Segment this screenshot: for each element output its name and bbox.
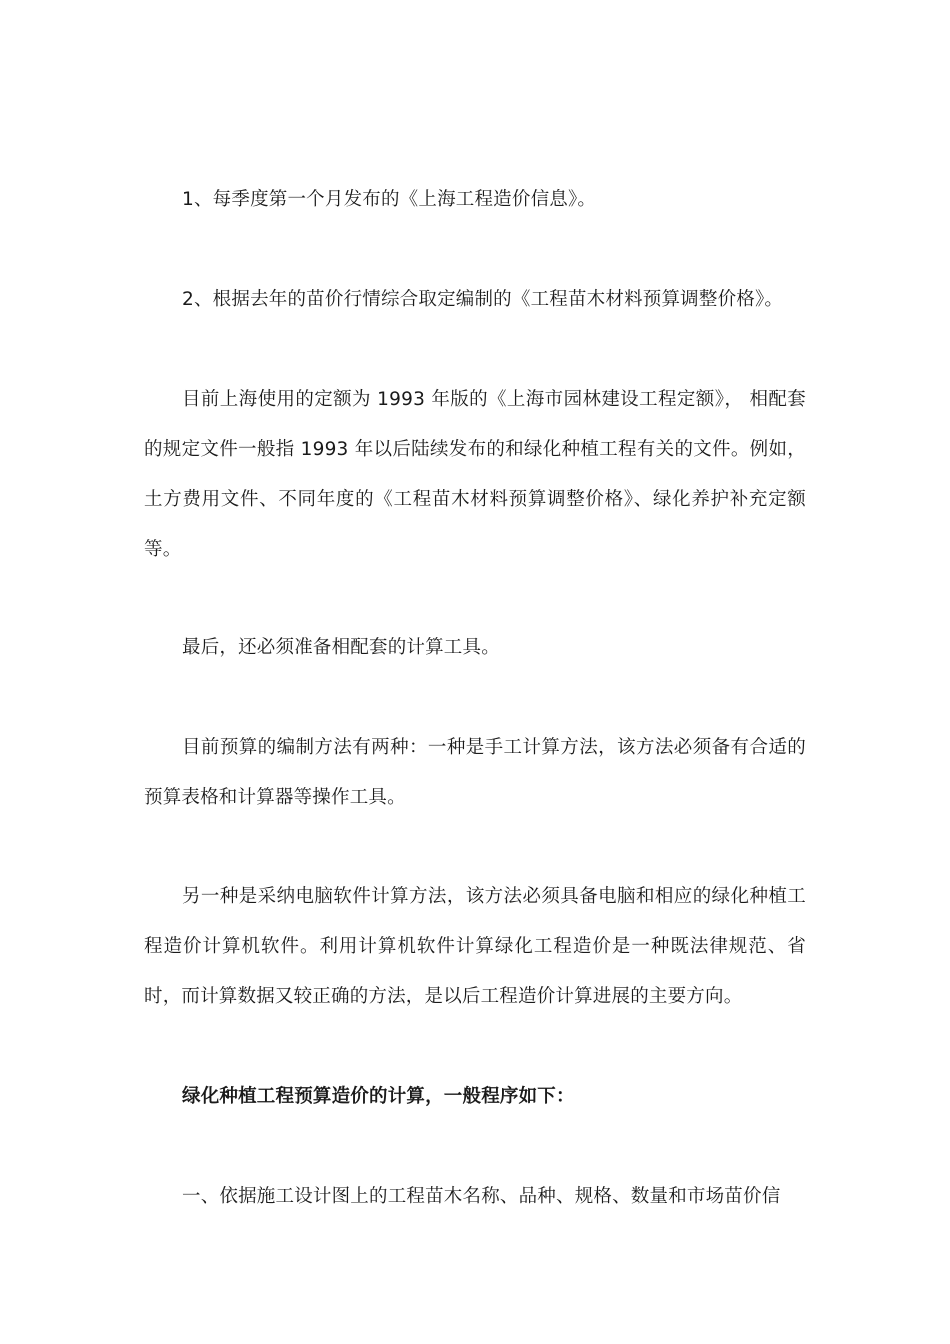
- paragraph-calc-tools: 最后，还必须准备相配套的计算工具。: [182, 637, 500, 658]
- paragraph-quota-info: 目前上海使用的定额为 1993 年版的《上海市园林建设工程定额》， 相配套的规定文件一般指 1993 年以后陆续发布的和绿化种植工程有关的文件。例如，土方费用文件、不同年度的《工程苗木材料预算调整价格》、绿化养护补充定额等。: [144, 389, 806, 560]
- section-heading-procedure: 绿化种植工程预算造价的计算，一般程序如下：: [182, 1086, 575, 1107]
- paragraph-manual-method: 目前预算的编制方法有两种：一种是手工计算方法，该方法必须备有合适的预算表格和计算器等操作工具。: [144, 737, 806, 808]
- paragraph-source-2: 2、根据去年的苗价行情综合取定编制的《工程苗木材料预算调整价格》。: [182, 289, 784, 310]
- paragraph-software-method: 另一种是采纳电脑软件计算方法，该方法必须具备电脑和相应的绿化种植工程造价计算机软件。利用计算机软件计算绿化工程造价是一种既法律规范、省时，而计算数据又较正确的方法，是以后工程造价计算进展的主要方向。: [144, 886, 806, 1007]
- paragraph-source-1: 1、每季度第一个月发布的《上海工程造价信息》。: [182, 189, 597, 210]
- paragraph-step-one: 一、依据施工设计图上的工程苗木名称、品种、规格、数量和市场苗价信: [182, 1186, 781, 1207]
